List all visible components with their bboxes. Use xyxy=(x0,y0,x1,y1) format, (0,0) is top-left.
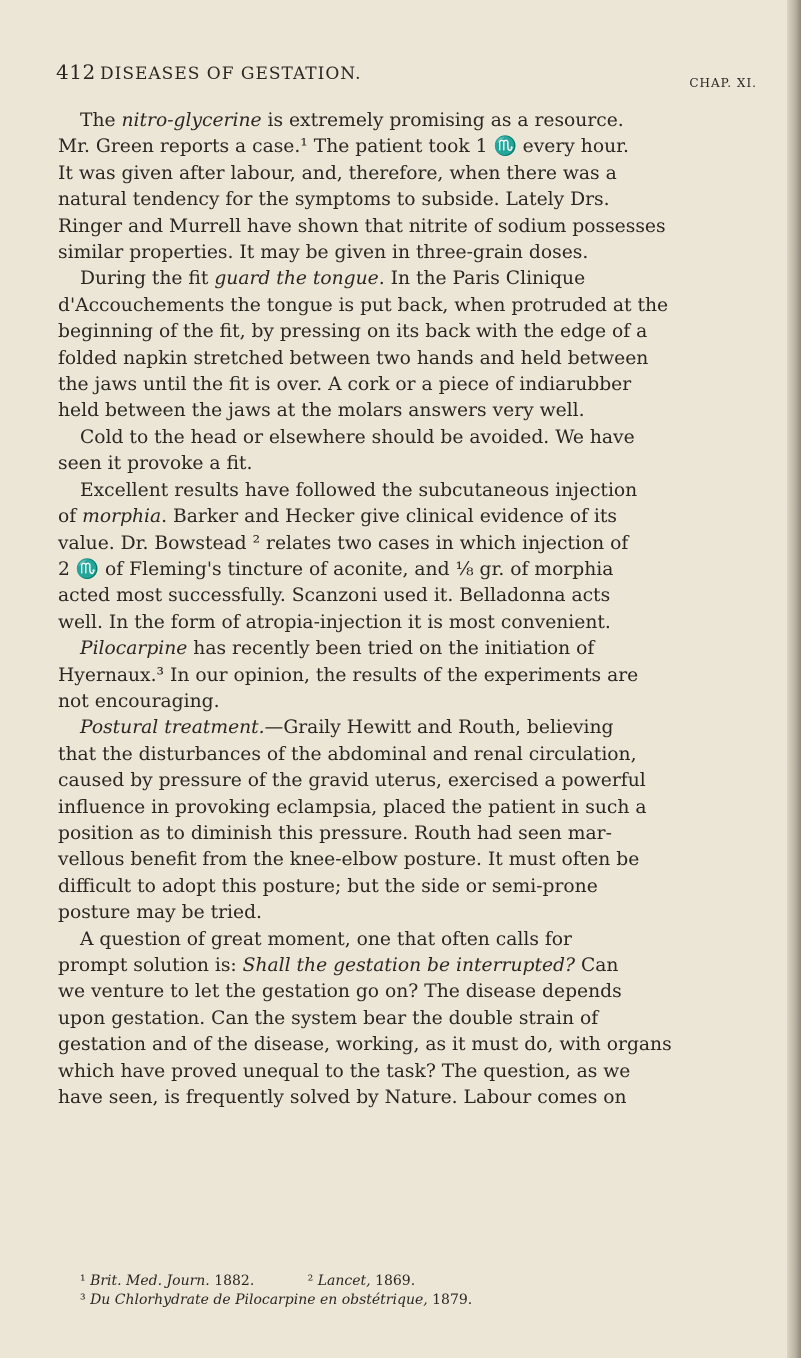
paragraph xyxy=(58,927,766,1112)
text-run: acted most successfully. Scanzoni used it. Belladonna acts xyxy=(58,585,611,607)
running-title: DISEASES OF GESTATION. xyxy=(100,64,362,84)
text-line xyxy=(58,319,766,345)
text-run: The xyxy=(80,110,122,131)
page-edge xyxy=(787,0,801,1358)
text-run: . Barker and Hecker give clinical evidence of its xyxy=(161,506,617,528)
paragraph xyxy=(58,425,766,478)
text-line xyxy=(58,636,766,662)
text-run: we venture to let the gestation go on? The disease depends xyxy=(58,981,622,1003)
text-run: Mr. Green reports a case.¹ The patient took 1 ♏ every hour. xyxy=(58,136,629,158)
text-line xyxy=(58,293,766,319)
text-line xyxy=(58,874,766,900)
text-run: difficult to adopt this posture; but the side or semi-prone xyxy=(58,875,598,897)
text-run: well. In the form of atropia-injection it is most convenient. xyxy=(58,611,611,633)
text-run: ¹ xyxy=(80,1273,91,1289)
text-run: A question of great moment, one that often calls for xyxy=(80,928,572,950)
text-line xyxy=(58,240,766,266)
text-run: upon gestation. Can the system bear the double strain of xyxy=(58,1007,599,1029)
text-run: position as to diminish this pressure. Routh had seen mar- xyxy=(58,822,612,844)
text-line xyxy=(58,187,766,213)
text-run: morphia xyxy=(82,506,162,528)
text-run: has recently been tried on the initiation of xyxy=(187,638,595,660)
text-run: posture may be tried. xyxy=(58,902,262,924)
text-run: natural tendency for the symptoms to subside. Lately Drs. xyxy=(58,189,610,211)
text-line xyxy=(58,451,766,477)
text-line xyxy=(58,1006,766,1032)
text-run: d'Accouchements the tongue is put back, when protruded at the xyxy=(58,294,669,316)
paragraph xyxy=(58,266,766,424)
text-run: vellous benefit from the knee-elbow posture. It must often be xyxy=(58,849,640,871)
text-line xyxy=(58,900,766,926)
text-run: Shall the gestation be interrupted? xyxy=(242,955,576,976)
text-line xyxy=(58,478,766,504)
paragraph xyxy=(58,108,766,266)
text-run: which have proved unequal to the task? The question, as we xyxy=(58,1060,631,1082)
text-run: similar properties. It may be given in three-grain doses. xyxy=(58,242,589,264)
text-line xyxy=(58,953,766,979)
text-line xyxy=(58,689,766,715)
text-run: It was given after labour, and, therefore, when there was a xyxy=(58,162,617,184)
text-run: Hyernaux.³ In our opinion, the results of the experiments are xyxy=(58,664,639,686)
text-line xyxy=(58,214,766,240)
text-line xyxy=(58,768,766,794)
text-run: not encouraging. xyxy=(58,690,220,712)
text-run: influence in provoking eclampsia, placed the patient in such a xyxy=(58,796,647,818)
text-line xyxy=(58,531,766,557)
text-run: Lancet, xyxy=(317,1273,371,1289)
text-line xyxy=(58,610,766,636)
text-run: nitro-glycerine xyxy=(121,110,262,131)
text-run: value. Dr. Bowstead ² relates two cases in which injection of xyxy=(58,532,629,554)
text-line xyxy=(58,821,766,847)
text-line xyxy=(58,795,766,821)
text-line xyxy=(58,398,766,424)
text-line xyxy=(58,927,766,953)
text-run: . In the Paris Clinique xyxy=(378,268,586,290)
text-run: prompt solution is: xyxy=(58,955,243,976)
text-line xyxy=(58,266,766,292)
text-run: held between the jaws at the molars answers very well. xyxy=(58,400,585,422)
running-header xyxy=(56,60,761,92)
text-run: have seen, is frequently solved by Nature. Labour comes on xyxy=(58,1087,627,1109)
text-run: During the fit xyxy=(80,268,215,290)
text-run: Can xyxy=(575,955,619,976)
footnotes xyxy=(80,1272,760,1310)
footnote xyxy=(80,1272,760,1291)
text-run: Cold to the head or elsewhere should be avoided. We have xyxy=(80,426,635,448)
text-run: —Graily Hewitt and Routh, believing xyxy=(264,717,614,739)
text-run: 1869. xyxy=(370,1273,416,1289)
text-line xyxy=(58,847,766,873)
body-text xyxy=(58,108,766,1111)
text-line xyxy=(58,134,766,160)
text-run: seen it provoke a fit. xyxy=(58,453,253,475)
text-run: gestation and of the disease, working, as it must do, with organs xyxy=(58,1034,672,1056)
text-run: guard the tongue xyxy=(214,268,379,290)
text-run: is extremely promising as a resource. xyxy=(261,110,624,131)
paragraph xyxy=(58,636,766,715)
text-run: 1879. xyxy=(427,1292,473,1308)
text-run: Brit. Med. Journ. xyxy=(90,1273,210,1289)
text-line xyxy=(58,979,766,1005)
text-run: that the disturbances of the abdominal and renal circulation, xyxy=(58,743,637,765)
text-line xyxy=(58,372,766,398)
text-line xyxy=(58,1032,766,1058)
page-number: 412 xyxy=(56,60,96,84)
chapter-label: CHAP. XI. xyxy=(689,76,757,90)
text-line xyxy=(58,583,766,609)
text-run: 2 ♏ of Fleming's tincture of aconite, and ⅛ gr. of morphia xyxy=(58,558,614,580)
paragraph xyxy=(58,478,766,636)
paragraph xyxy=(58,715,766,926)
text-run: caused by pressure of the gravid uterus, exercised a powerful xyxy=(58,770,646,792)
text-line xyxy=(58,504,766,530)
text-run: of xyxy=(58,506,83,528)
text-run: Ringer and Murrell have shown that nitrite of sodium possesses xyxy=(58,215,666,237)
text-line xyxy=(58,425,766,451)
text-line xyxy=(58,161,766,187)
text-line xyxy=(58,557,766,583)
text-run: ³ xyxy=(80,1292,91,1308)
text-run: folded napkin stretched between two hands and held between xyxy=(58,347,649,369)
text-run: Postural treatment. xyxy=(80,717,265,739)
text-line xyxy=(58,346,766,372)
text-line xyxy=(58,742,766,768)
text-line xyxy=(58,663,766,689)
text-run: beginning of the fit, by pressing on its back with the edge of a xyxy=(58,321,648,343)
text-run: the jaws until the fit is over. A cork or a piece of indiarubber xyxy=(58,374,632,396)
text-line xyxy=(58,108,766,134)
text-run: Excellent results have followed the subcutaneous injection xyxy=(80,479,638,501)
text-run: 1882. ² xyxy=(209,1273,318,1289)
text-line xyxy=(58,1085,766,1111)
text-run: Pilocarpine xyxy=(80,638,188,660)
footnote xyxy=(80,1291,760,1310)
text-run: Du Chlorhydrate de Pilocarpine en obstétrique, xyxy=(90,1292,428,1308)
text-line xyxy=(58,715,766,741)
text-line xyxy=(58,1059,766,1085)
